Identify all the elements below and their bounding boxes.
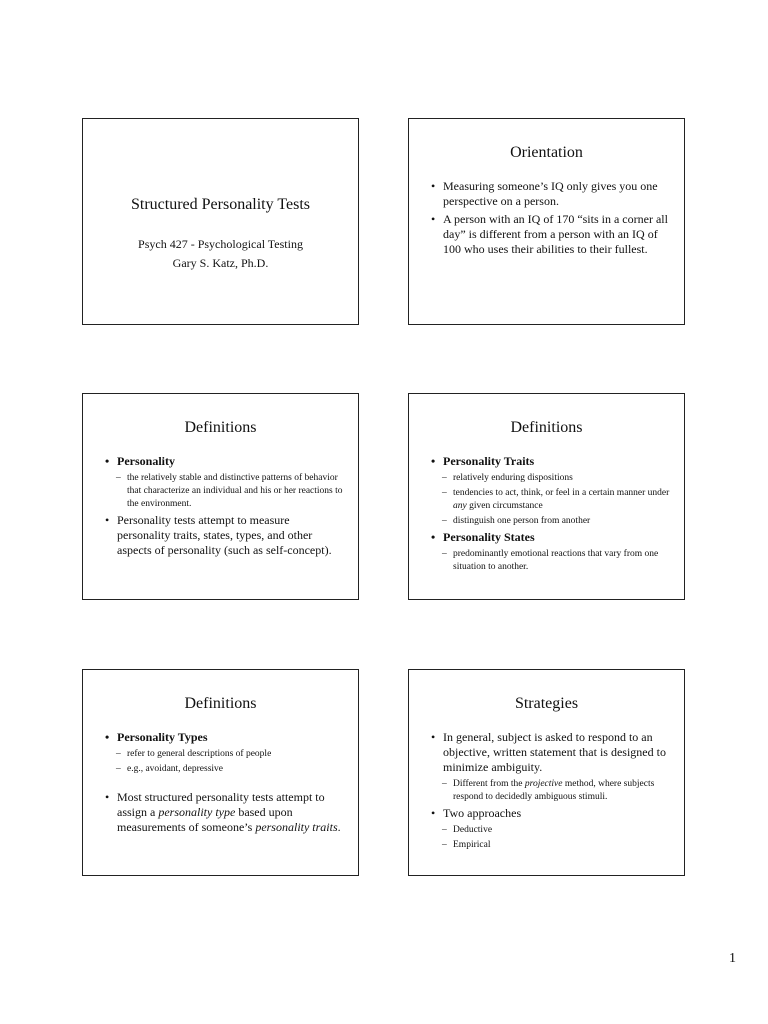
bullet-item: • In general, subject is asked to respond to an objective, written statement that is designed to minimize ambiguity. xyxy=(427,730,670,775)
sub-bullet-item: – refer to general descriptions of people xyxy=(116,749,272,759)
slide-heading: Definitions xyxy=(184,419,257,436)
slide-definitions-traits-states xyxy=(408,393,685,600)
bullet-text: based upon measurements of someone’s xyxy=(117,805,293,834)
sub-bullet-item: – the relatively stable and distinctive patterns of behavior that characterize an individual and his or her reactions to the environment. xyxy=(116,473,343,509)
presentation-title: Structured Personality Tests xyxy=(130,196,310,213)
bullet-term: • Personality States xyxy=(427,530,670,545)
emphasis-text: personality type xyxy=(158,805,236,819)
slide-heading: Strategies xyxy=(514,695,579,712)
slide-title-page xyxy=(82,118,359,325)
sub-bullet-text: refer to general descriptions of people xyxy=(127,749,272,759)
slide-body xyxy=(101,454,344,561)
slide-definitions-types xyxy=(82,669,359,876)
sub-bullet-text: tendencies to act, think, or feel in a certain manner under xyxy=(453,488,670,498)
bullet-text: . xyxy=(337,820,341,834)
bullet-item: • Measuring someone’s IQ only gives you one perspective on a person. xyxy=(427,179,670,209)
slide-body xyxy=(427,179,670,260)
slide-heading: Definitions xyxy=(510,419,583,436)
sub-bullet-text: given circumstance xyxy=(466,501,543,511)
sub-bullet-text: predominantly emotional reactions that vary from one situation to another. xyxy=(453,549,659,572)
sub-bullet-item: – relatively enduring dispositions xyxy=(442,473,573,483)
sub-bullet-text: distinguish one person from another xyxy=(453,516,591,526)
bullet-item: • Two approaches xyxy=(427,806,670,821)
emphasis-text: any xyxy=(453,501,467,511)
sub-bullet-text: method, where subjects respond to decidedly ambiguous stimuli. xyxy=(453,779,655,802)
slide-body xyxy=(101,730,344,838)
sub-bullet-item: – tendencies to act, think, or feel in a certain manner under any given circumstance xyxy=(442,488,670,511)
bullet-term: • Personality xyxy=(101,454,344,469)
sub-bullet-item: – Deductive xyxy=(442,825,493,835)
sub-bullet-text: the relatively stable and distinctive patterns of behavior that characterize an individual and his or her reactions to the environment. xyxy=(127,473,343,509)
sub-bullet-text: Different from the xyxy=(453,779,525,789)
slide-orientation xyxy=(408,118,685,325)
sub-bullet-text: relatively enduring dispositions xyxy=(453,473,573,483)
author-name: Gary S. Katz, Ph.D. xyxy=(172,256,269,270)
bullet-item: • Personality tests attempt to measure personality traits, states, types, and other aspects of personality (such as self-concept). xyxy=(101,513,344,558)
sub-bullet-item: – e.g., avoidant, depressive xyxy=(116,764,224,774)
sub-bullet-item: – Empirical xyxy=(442,840,491,850)
slide-body xyxy=(427,730,670,854)
slide-body xyxy=(427,454,670,576)
sub-bullet-text: Empirical xyxy=(453,840,491,850)
sub-bullet-item: – distinguish one person from another xyxy=(442,516,591,526)
bullet-text: Most structured personality tests attempt to assign a xyxy=(117,790,325,819)
sub-bullet-item: – Different from the projective method, where subjects respond to decidedly ambiguous stimuli. xyxy=(442,779,655,802)
sub-bullet-text: Deductive xyxy=(453,825,493,835)
bullet-term: • Personality Traits xyxy=(427,454,670,469)
bullet-item: • A person with an IQ of 170 “sits in a corner all day” is different from a person with an IQ of 100 who uses their abilities to their fullest. xyxy=(427,212,670,257)
page-number: 1 xyxy=(729,951,736,966)
sub-bullet-text: e.g., avoidant, depressive xyxy=(127,764,224,774)
slide-heading: Definitions xyxy=(184,695,257,712)
slide-strategies xyxy=(408,669,685,876)
slide-definitions-personality xyxy=(82,393,359,600)
emphasis-text: personality traits xyxy=(255,820,338,834)
course-subtitle: Psych 427 - Psychological Testing xyxy=(138,237,303,251)
emphasis-text: projective xyxy=(524,779,563,789)
slide-heading: Orientation xyxy=(510,144,583,161)
sub-bullet-item: – predominantly emotional reactions that vary from one situation to another. xyxy=(442,549,659,572)
bullet-term: • Personality Types xyxy=(101,730,344,745)
bullet-item xyxy=(101,790,344,835)
